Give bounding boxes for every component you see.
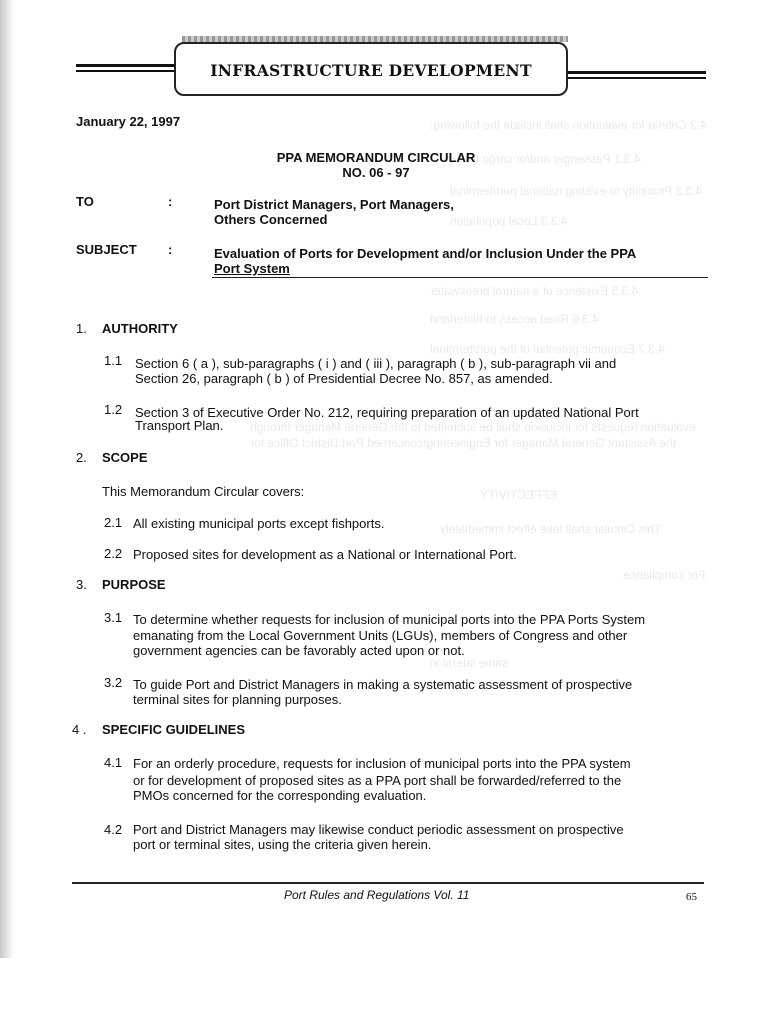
item-3-2-number: 3.2 [104, 675, 123, 690]
footer-text: Port Rules and Regulations Vol. 11 [284, 888, 470, 902]
section-2-title: SCOPE [102, 450, 148, 465]
item-4-2-line-1: Port and District Managers may likewise conduct periodic assessment on prospective [133, 822, 624, 837]
header-rule-right-thin [566, 77, 706, 79]
to-line-2: Others Concerned [214, 212, 328, 227]
to-line-1: Port District Managers, Port Managers, [214, 197, 454, 212]
section-3-title: PURPOSE [102, 577, 166, 592]
header-rule-left-thin [76, 70, 176, 72]
item-4-2-number: 4.2 [104, 822, 123, 837]
item-1-2-line-1: Section 3 of Executive Order No. 212, requiring preparation of an updated National Port [135, 405, 639, 420]
item-3-1-line-3: government agencies can be favorably acted upon or not. [133, 643, 465, 658]
item-2-1-number: 2.1 [104, 515, 123, 530]
section-1-number: 1. [76, 321, 87, 336]
subject-line-1: Evaluation of Ports for Development and/or Inclusion Under the PPA [214, 246, 637, 261]
header-rule-right [566, 71, 706, 74]
memo-number: NO. 06 - 97 [342, 165, 410, 180]
page-number: 65 [686, 891, 697, 903]
item-1-1-line-2: Section 26, paragraph ( b ) of Presidential Decree No. 857, as amended. [135, 371, 553, 386]
item-4-1-line-1: For an orderly procedure, requests for inclusion of municipal ports into the PPA system [133, 756, 631, 771]
to-colon: : [168, 194, 173, 209]
memo-title: PPA MEMORANDUM CIRCULAR [276, 150, 476, 165]
section-4-number: 4 . [72, 722, 87, 737]
item-1-2-line-2: Transport Plan. [135, 418, 224, 433]
item-3-2-line-2: terminal sites for planning purposes. [133, 692, 342, 707]
item-1-1-number: 1.1 [104, 353, 123, 368]
subject-line-2: Port System [214, 261, 290, 276]
header-rule-left [76, 64, 176, 67]
section-2-intro: This Memorandum Circular covers: [102, 484, 305, 499]
item-2-1-line-1: All existing municipal ports except fishports. [133, 516, 385, 531]
section-4-title: SPECIFIC GUIDELINES [102, 722, 246, 737]
footer-rule [72, 882, 704, 884]
item-1-2-number: 1.2 [104, 402, 123, 417]
page-bottom-margin [0, 958, 768, 1024]
header-banner [174, 42, 568, 96]
section-1-title: AUTHORITY [102, 321, 178, 336]
item-4-1-number: 4.1 [104, 755, 123, 770]
section-2-number: 2. [76, 450, 87, 465]
item-3-1-line-1: To determine whether requests for inclusion of municipal ports into the PPA Ports System [133, 612, 646, 627]
subject-colon: : [168, 242, 173, 257]
section-3-number: 3. [76, 577, 87, 592]
item-4-1-line-2: or for development of proposed sites as a PPA port shall be forwarded/referred to the [133, 773, 622, 788]
item-4-2-line-2: port or terminal sites, using the criteria given herein. [133, 837, 432, 852]
item-3-2-line-1: To guide Port and District Managers in making a systematic assessment of prospective [133, 677, 633, 692]
item-4-1-line-3: PMOs concerned for the corresponding evaluation. [133, 788, 427, 803]
to-label: TO [76, 194, 94, 209]
item-3-1-number: 3.1 [104, 610, 123, 625]
item-1-1-line-1: Section 6 ( a ), sub-paragraphs ( i ) and ( iii ), paragraph ( b ), sub-paragraph vii and [135, 356, 617, 371]
item-2-2-number: 2.2 [104, 546, 123, 561]
item-2-2-line-1: Proposed sites for development as a National or International Port. [133, 547, 517, 562]
subject-label: SUBJECT [76, 242, 137, 257]
item-3-1-line-2: emanating from the Local Government Units (LGUs), members of Congress and other [133, 628, 628, 643]
header-title: INFRASTRUCTURE DEVELOPMENT [210, 61, 532, 80]
scan-edge-shadow [0, 0, 14, 960]
date: January 22, 1997 [76, 114, 181, 129]
subject-underline [212, 277, 708, 278]
